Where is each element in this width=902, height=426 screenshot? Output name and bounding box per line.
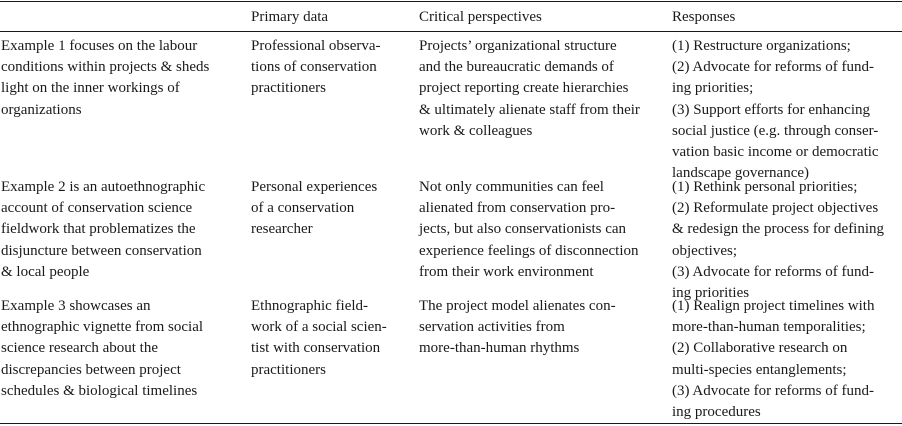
cell-responses: (1) Restructure organizations; (2) Advocate for reforms of fund- ing priorities; (3) Support efforts for enhancing social justice (e.g. through conser- vation basic income or democratic landscape governance)	[672, 38, 879, 182]
cell-example: Example 1 focuses on the labour conditions within projects & sheds light on the inner workings of organizations	[1, 38, 210, 118]
bottom-rule	[0, 423, 902, 424]
cell-primary-data: Personal experiences of a conservation researcher	[251, 179, 378, 238]
cell-example: Example 3 showcases an ethnographic vignette from social science research about the discrepancies between project schedules & biological timelines	[1, 298, 204, 399]
cell-critical-perspectives: Not only communities can feel alienated from conservation pro- jects, but also conservationists can experience feelings of disconnection from their work environment	[419, 179, 639, 280]
cell-critical-perspectives: Projects’ organizational structure and the bureaucratic demands of project reporting create hierarchies & ultimately alienate staff from their work & colleagues	[419, 38, 640, 139]
header-primary-data: Primary data	[251, 9, 329, 25]
cell-primary-data: Ethnographic field- work of a social scien- tist with conservation practitioners	[251, 298, 387, 378]
top-rule	[0, 1, 902, 2]
header-critical-perspectives: Critical perspectives	[419, 9, 542, 25]
cell-example: Example 2 is an autoethnographic account of conservation science fieldwork that problematizes the disjuncture between conservation & local people	[1, 179, 206, 280]
cell-primary-data: Professional observa- tions of conservation practitioners	[251, 38, 381, 97]
cell-responses: (1) Realign project timelines with more-than-human temporalities; (2) Collaborative research on multi-species entanglements; (3) Advocate for reforms of fund- ing procedures	[672, 298, 875, 421]
header-rule	[0, 31, 902, 32]
cell-critical-perspectives: The project model alienates con- servation activities from more-than-human rhythms	[419, 298, 616, 357]
cell-responses: (1) Rethink personal priorities; (2) Reformulate project objectives & redesign the process for defining objectives; (3) Advocate for reforms of fund- ing priorities	[672, 179, 885, 302]
header-responses: Responses	[672, 9, 736, 25]
